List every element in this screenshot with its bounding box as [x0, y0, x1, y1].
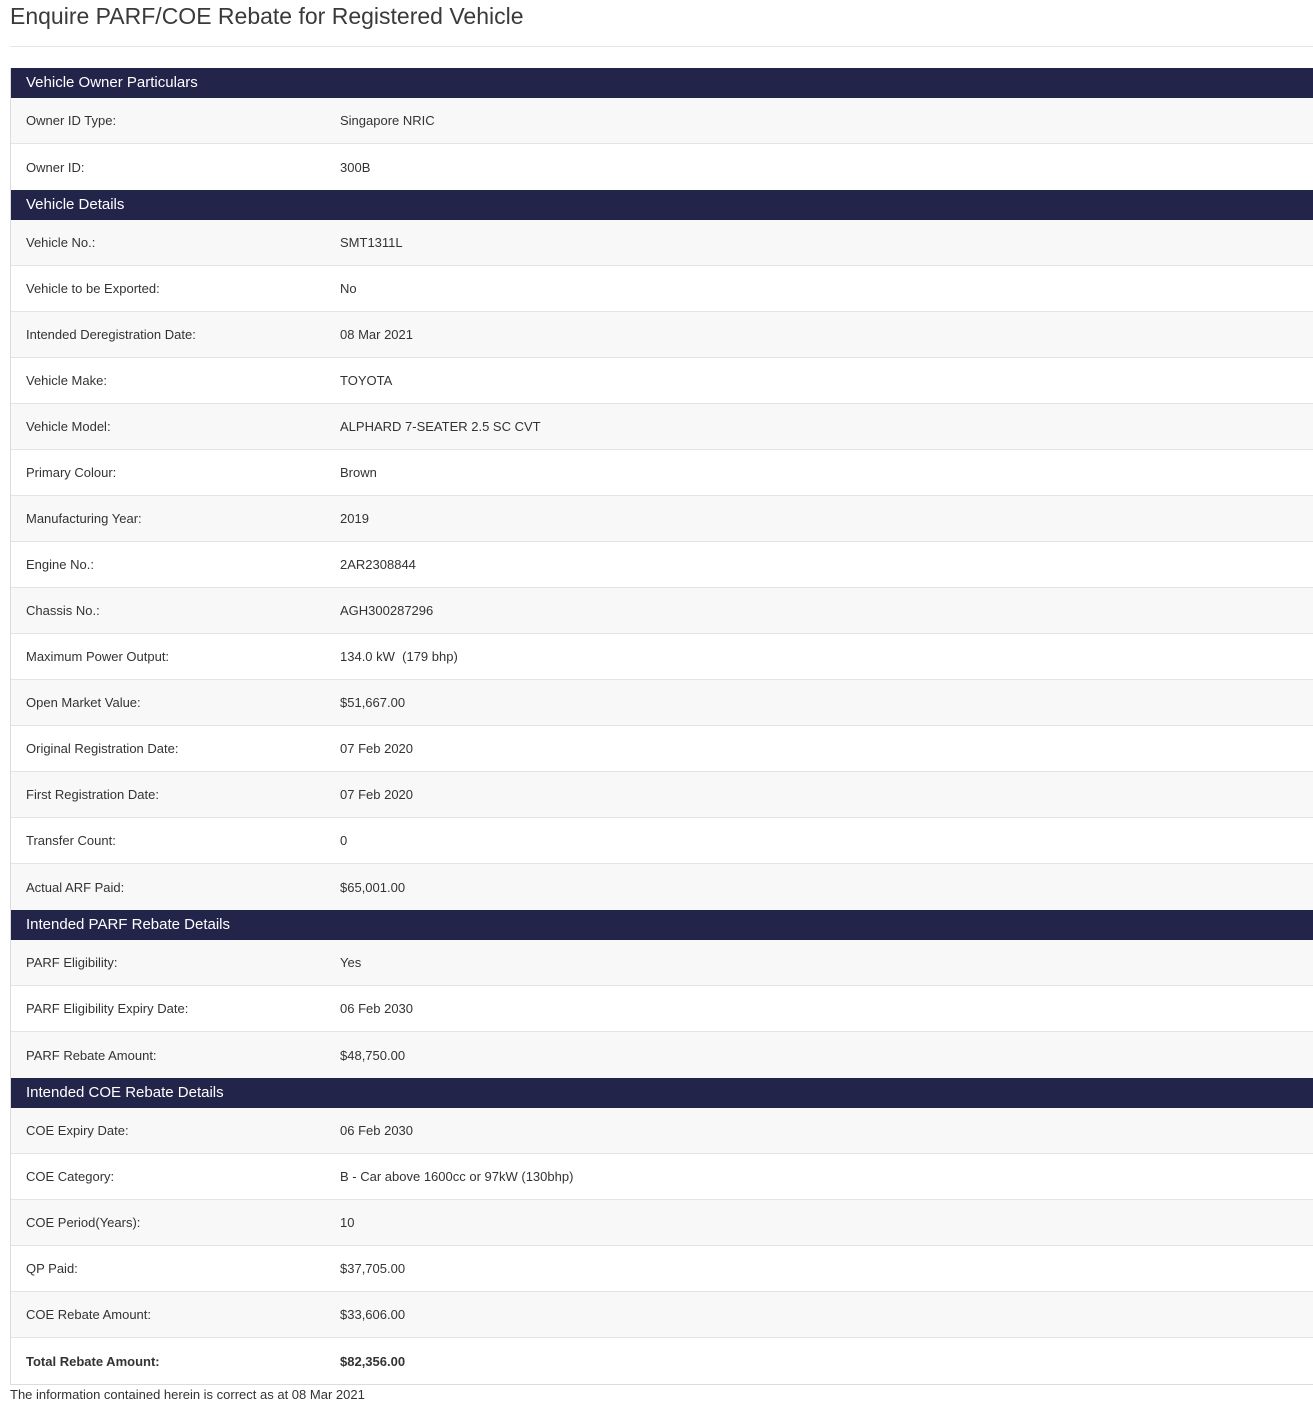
- detail-label: Transfer Count:: [26, 833, 116, 848]
- detail-label: Original Registration Date:: [26, 741, 179, 756]
- detail-label: Chassis No.:: [26, 603, 100, 618]
- detail-row-first-registration-date: [11, 772, 1313, 818]
- detail-row-owner-id-type: [11, 98, 1313, 144]
- detail-value: 0: [340, 833, 348, 848]
- detail-row-open-market-value: [11, 680, 1313, 726]
- detail-value: 06 Feb 2030: [340, 1001, 414, 1016]
- detail-label: First Registration Date:: [26, 787, 159, 802]
- detail-row-chassis-no: [11, 588, 1313, 634]
- section-header-coe-rebate: Intended COE Rebate Details: [11, 1078, 1313, 1108]
- detail-value: No: [340, 281, 357, 296]
- detail-label: COE Expiry Date:: [26, 1123, 129, 1138]
- detail-label: QP Paid:: [26, 1261, 78, 1276]
- detail-value: 07 Feb 2020: [340, 787, 414, 802]
- detail-label: Engine No.:: [26, 557, 94, 572]
- detail-label: Open Market Value:: [26, 695, 141, 710]
- rebate-details-panel: [10, 68, 1313, 1385]
- detail-label: PARF Eligibility Expiry Date:: [26, 1001, 189, 1016]
- detail-label: Vehicle Model:: [26, 419, 111, 434]
- detail-row-parf-eligibility-expiry-date: [11, 986, 1313, 1032]
- detail-value: AGH300287296: [340, 603, 434, 618]
- detail-value: 2AR2308844: [340, 557, 416, 572]
- detail-label: Vehicle No.:: [26, 235, 96, 250]
- detail-row-vehicle-model: [11, 404, 1313, 450]
- detail-label: Vehicle Make:: [26, 373, 107, 388]
- footer-note: The information contained herein is correct as at 08 Mar 2021: [10, 1387, 365, 1402]
- detail-row-manufacturing-year: [11, 496, 1313, 542]
- detail-value: Brown: [340, 465, 377, 480]
- detail-row-coe-expiry-date: [11, 1108, 1313, 1154]
- detail-row-primary-colour: [11, 450, 1313, 496]
- detail-label: Maximum Power Output:: [26, 649, 170, 664]
- detail-row-vehicle-to-be-exported: [11, 266, 1313, 312]
- detail-row-coe-category: [11, 1154, 1313, 1200]
- detail-label: Vehicle to be Exported:: [26, 281, 160, 296]
- detail-label: PARF Rebate Amount:: [26, 1047, 157, 1063]
- detail-value: B - Car above 1600cc or 97kW (130bhp): [340, 1169, 574, 1184]
- detail-row-original-registration-date: [11, 726, 1313, 772]
- detail-label: Owner ID Type:: [26, 113, 117, 128]
- detail-row-maximum-power-output: [11, 634, 1313, 680]
- detail-value: 300B: [340, 159, 371, 175]
- detail-value: 06 Feb 2030: [340, 1123, 414, 1138]
- detail-row-coe-rebate-amount: [11, 1292, 1313, 1338]
- section-header-parf-rebate: Intended PARF Rebate Details: [11, 910, 1313, 940]
- detail-row-parf-rebate-amount: [11, 1032, 1313, 1078]
- detail-label: COE Period(Years):: [26, 1215, 141, 1230]
- detail-row-intended-deregistration-date: [11, 312, 1313, 358]
- detail-value: Singapore NRIC: [340, 113, 435, 128]
- detail-row-engine-no: [11, 542, 1313, 588]
- detail-value: TOYOTA: [340, 373, 393, 388]
- section-header-owner-particulars: Vehicle Owner Particulars: [11, 68, 1313, 98]
- detail-label: Total Rebate Amount:: [26, 1353, 160, 1369]
- detail-row-vehicle-make: [11, 358, 1313, 404]
- detail-value: SMT1311L: [340, 235, 403, 250]
- detail-value: 134.0 kW (179 bhp): [340, 649, 458, 664]
- detail-row-owner-id: [11, 144, 1313, 190]
- detail-row-coe-period-years: [11, 1200, 1313, 1246]
- detail-label: Manufacturing Year:: [26, 511, 142, 526]
- detail-row-qp-paid: [11, 1246, 1313, 1292]
- detail-value: $65,001.00: [340, 879, 406, 895]
- detail-label: PARF Eligibility:: [26, 955, 118, 970]
- detail-label: Intended Deregistration Date:: [26, 327, 196, 342]
- detail-row-total-rebate-amount: [11, 1338, 1313, 1384]
- detail-label: Actual ARF Paid:: [26, 879, 125, 895]
- detail-label: Owner ID:: [26, 159, 85, 175]
- detail-row-vehicle-no: [11, 220, 1313, 266]
- detail-value: 07 Feb 2020: [340, 741, 414, 756]
- detail-value: $37,705.00: [340, 1261, 406, 1276]
- detail-value: Yes: [340, 955, 362, 970]
- page-title: Enquire PARF/COE Rebate for Registered Vehicle: [10, 3, 524, 29]
- detail-row-transfer-count: [11, 818, 1313, 864]
- detail-label: COE Rebate Amount:: [26, 1307, 152, 1322]
- detail-value: ALPHARD 7-SEATER 2.5 SC CVT: [340, 419, 541, 434]
- detail-row-parf-eligibility: [11, 940, 1313, 986]
- detail-value: 08 Mar 2021: [340, 327, 413, 342]
- detail-label: Primary Colour:: [26, 465, 117, 480]
- detail-value: $33,606.00: [340, 1307, 406, 1322]
- section-header-vehicle-details: Vehicle Details: [11, 190, 1313, 220]
- detail-value: $48,750.00: [340, 1047, 406, 1063]
- detail-value: $51,667.00: [340, 695, 406, 710]
- detail-value: 10: [340, 1215, 355, 1230]
- detail-row-actual-arf-paid: [11, 864, 1313, 910]
- detail-value: $82,356.00: [340, 1353, 406, 1369]
- title-divider: [10, 46, 1313, 47]
- detail-label: COE Category:: [26, 1169, 115, 1184]
- detail-value: 2019: [340, 511, 369, 526]
